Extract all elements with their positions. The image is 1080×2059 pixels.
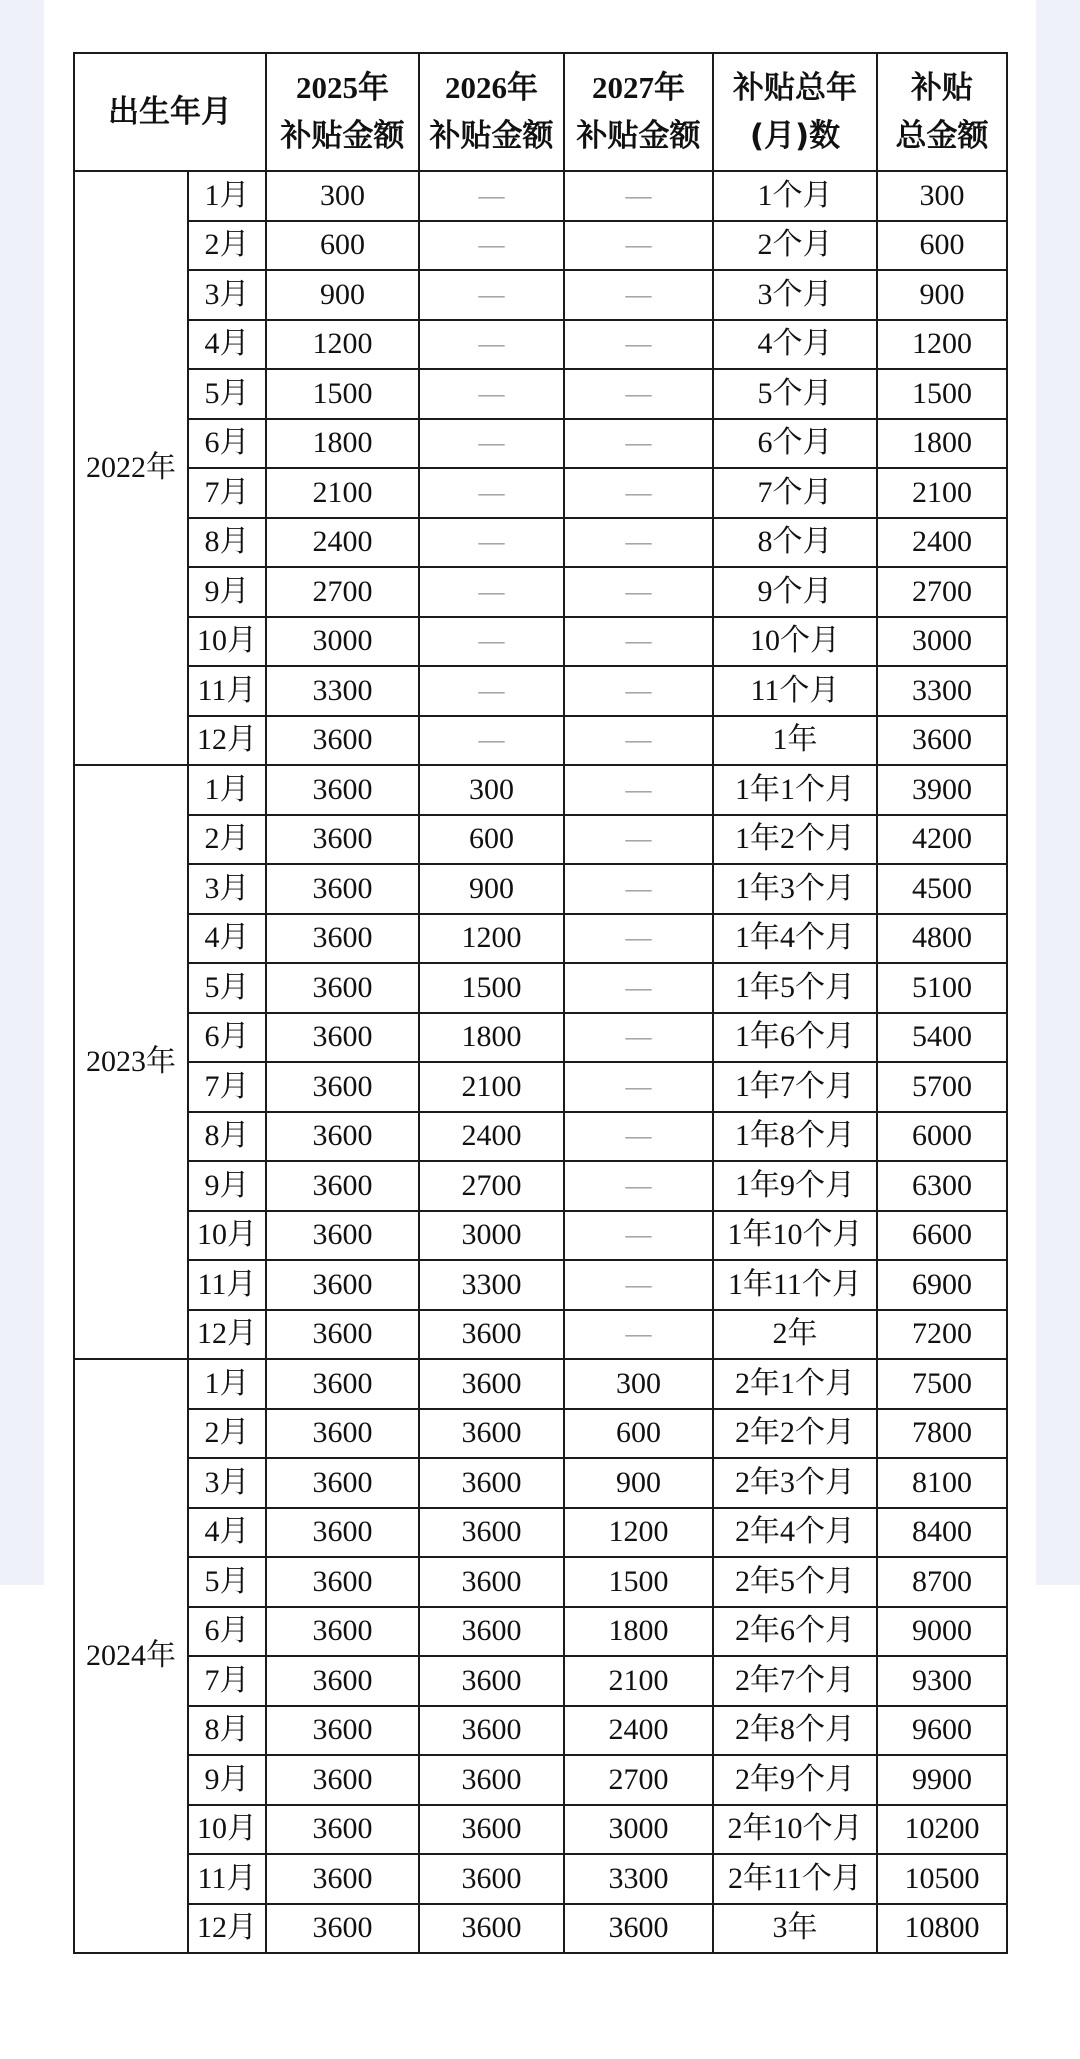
table-row bbox=[74, 518, 1007, 568]
amount-2026-cell: — bbox=[419, 716, 564, 766]
header-total-amount bbox=[877, 53, 1007, 171]
amount-2026-cell: 3600 bbox=[419, 1904, 564, 1954]
amount-2027-cell: — bbox=[564, 171, 713, 221]
total-duration-cell: 1年1个月 bbox=[713, 765, 877, 815]
total-amount-cell: 7800 bbox=[877, 1409, 1007, 1459]
total-duration-cell: 3个月 bbox=[713, 270, 877, 320]
birth-month-cell: 2月 bbox=[188, 815, 266, 865]
total-amount-cell: 8400 bbox=[877, 1508, 1007, 1558]
amount-2026-cell: 3000 bbox=[419, 1211, 564, 1261]
birth-month-cell: 1月 bbox=[188, 765, 266, 815]
header-row bbox=[74, 53, 1007, 171]
amount-2027-cell: 2700 bbox=[564, 1755, 713, 1805]
amount-2027-cell: — bbox=[564, 815, 713, 865]
birth-year-cell: 2023年 bbox=[74, 765, 188, 1359]
table-row bbox=[74, 1508, 1007, 1558]
total-duration-cell: 2年4个月 bbox=[713, 1508, 877, 1558]
amount-2025-cell: 3600 bbox=[266, 1805, 419, 1855]
birth-month-cell: 8月 bbox=[188, 518, 266, 568]
amount-2026-cell: — bbox=[419, 419, 564, 469]
total-duration-cell: 1年11个月 bbox=[713, 1260, 877, 1310]
total-duration-cell: 1年7个月 bbox=[713, 1062, 877, 1112]
total-amount-cell: 4200 bbox=[877, 815, 1007, 865]
amount-2027-cell: 1500 bbox=[564, 1557, 713, 1607]
table-row bbox=[74, 221, 1007, 271]
total-duration-cell: 2个月 bbox=[713, 221, 877, 271]
total-duration-cell: 2年1个月 bbox=[713, 1359, 877, 1409]
birth-month-cell: 4月 bbox=[188, 914, 266, 964]
table-row bbox=[74, 1260, 1007, 1310]
amount-2027-cell: — bbox=[564, 369, 713, 419]
amount-2026-cell: 1200 bbox=[419, 914, 564, 964]
header-total-amount-line2: 总金额 bbox=[895, 118, 989, 154]
table-row bbox=[74, 1013, 1007, 1063]
total-duration-cell: 6个月 bbox=[713, 419, 877, 469]
birth-month-cell: 9月 bbox=[188, 1161, 266, 1211]
table-row bbox=[74, 765, 1007, 815]
amount-2026-cell: 3600 bbox=[419, 1557, 564, 1607]
amount-2027-cell: — bbox=[564, 567, 713, 617]
total-duration-cell: 8个月 bbox=[713, 518, 877, 568]
amount-2026-cell: 3600 bbox=[419, 1755, 564, 1805]
table-row bbox=[74, 1062, 1007, 1112]
amount-2025-cell: 3300 bbox=[266, 666, 419, 716]
amount-2027-cell: — bbox=[564, 419, 713, 469]
amount-2026-cell: — bbox=[419, 617, 564, 667]
amount-2026-cell: — bbox=[419, 666, 564, 716]
total-amount-cell: 9900 bbox=[877, 1755, 1007, 1805]
total-amount-cell: 10800 bbox=[877, 1904, 1007, 1954]
birth-month-cell: 8月 bbox=[188, 1706, 266, 1756]
amount-2027-cell: — bbox=[564, 1013, 713, 1063]
amount-2027-cell: 1200 bbox=[564, 1508, 713, 1558]
total-duration-cell: 2年2个月 bbox=[713, 1409, 877, 1459]
table-row bbox=[74, 1854, 1007, 1904]
amount-2025-cell: 3600 bbox=[266, 1409, 419, 1459]
amount-2026-cell: 3600 bbox=[419, 1656, 564, 1706]
total-amount-cell: 8100 bbox=[877, 1458, 1007, 1508]
birth-month-cell: 5月 bbox=[188, 1557, 266, 1607]
amount-2027-cell: — bbox=[564, 864, 713, 914]
amount-2025-cell: 3600 bbox=[266, 1656, 419, 1706]
total-duration-cell: 2年8个月 bbox=[713, 1706, 877, 1756]
amount-2027-cell: — bbox=[564, 765, 713, 815]
total-duration-cell: 2年9个月 bbox=[713, 1755, 877, 1805]
table-row bbox=[74, 1557, 1007, 1607]
total-duration-cell: 1年2个月 bbox=[713, 815, 877, 865]
header-total-duration bbox=[713, 53, 877, 171]
table-row bbox=[74, 1112, 1007, 1162]
total-duration-cell: 7个月 bbox=[713, 468, 877, 518]
amount-2027-cell: — bbox=[564, 1112, 713, 1162]
amount-2027-cell: 3600 bbox=[564, 1904, 713, 1954]
birth-month-cell: 6月 bbox=[188, 1607, 266, 1657]
amount-2025-cell: 3600 bbox=[266, 765, 419, 815]
amount-2025-cell: 900 bbox=[266, 270, 419, 320]
birth-month-cell: 7月 bbox=[188, 1062, 266, 1112]
total-amount-cell: 2700 bbox=[877, 567, 1007, 617]
table-row bbox=[74, 1310, 1007, 1360]
birth-month-cell: 6月 bbox=[188, 419, 266, 469]
total-duration-cell: 4个月 bbox=[713, 320, 877, 370]
table-row bbox=[74, 1904, 1007, 1954]
amount-2026-cell: — bbox=[419, 518, 564, 568]
header-2027-amount bbox=[564, 53, 713, 171]
total-duration-cell: 3年 bbox=[713, 1904, 877, 1954]
amount-2025-cell: 3600 bbox=[266, 1112, 419, 1162]
header-2026-amount bbox=[419, 53, 564, 171]
birth-month-cell: 5月 bbox=[188, 369, 266, 419]
amount-2026-cell: 3600 bbox=[419, 1359, 564, 1409]
amount-2026-cell: 2700 bbox=[419, 1161, 564, 1211]
table-row bbox=[74, 369, 1007, 419]
table-row bbox=[74, 1211, 1007, 1261]
birth-month-cell: 11月 bbox=[188, 666, 266, 716]
birth-month-cell: 4月 bbox=[188, 1508, 266, 1558]
total-amount-cell: 2100 bbox=[877, 468, 1007, 518]
table-row bbox=[74, 468, 1007, 518]
total-duration-cell: 2年10个月 bbox=[713, 1805, 877, 1855]
total-amount-cell: 9000 bbox=[877, 1607, 1007, 1657]
birth-month-cell: 5月 bbox=[188, 963, 266, 1013]
amount-2025-cell: 3600 bbox=[266, 963, 419, 1013]
total-amount-cell: 2400 bbox=[877, 518, 1007, 568]
amount-2025-cell: 600 bbox=[266, 221, 419, 271]
amount-2025-cell: 3000 bbox=[266, 617, 419, 667]
amount-2026-cell: 3600 bbox=[419, 1706, 564, 1756]
amount-2027-cell: — bbox=[564, 666, 713, 716]
amount-2026-cell: — bbox=[419, 369, 564, 419]
amount-2026-cell: 3600 bbox=[419, 1805, 564, 1855]
header-2026-year: 2026年 bbox=[445, 70, 538, 105]
amount-2026-cell: 3300 bbox=[419, 1260, 564, 1310]
birth-month-cell: 9月 bbox=[188, 567, 266, 617]
amount-2026-cell: 2100 bbox=[419, 1062, 564, 1112]
amount-2025-cell: 3600 bbox=[266, 1607, 419, 1657]
amount-2025-cell: 3600 bbox=[266, 1557, 419, 1607]
total-duration-cell: 1年 bbox=[713, 716, 877, 766]
total-duration-cell: 9个月 bbox=[713, 567, 877, 617]
birth-year-cell: 2022年 bbox=[74, 171, 188, 765]
amount-2025-cell: 2400 bbox=[266, 518, 419, 568]
amount-2025-cell: 3600 bbox=[266, 716, 419, 766]
table-header bbox=[74, 53, 1007, 171]
birth-month-cell: 3月 bbox=[188, 1458, 266, 1508]
total-amount-cell: 1800 bbox=[877, 419, 1007, 469]
amount-2027-cell: 1800 bbox=[564, 1607, 713, 1657]
amount-2027-cell: — bbox=[564, 1161, 713, 1211]
total-amount-cell: 5700 bbox=[877, 1062, 1007, 1112]
total-duration-cell: 5个月 bbox=[713, 369, 877, 419]
amount-2027-cell: 3300 bbox=[564, 1854, 713, 1904]
total-duration-cell: 2年5个月 bbox=[713, 1557, 877, 1607]
total-duration-cell: 1年10个月 bbox=[713, 1211, 877, 1261]
birth-month-cell: 7月 bbox=[188, 468, 266, 518]
header-2027-year: 2027年 bbox=[592, 70, 685, 105]
birth-month-cell: 11月 bbox=[188, 1260, 266, 1310]
subsidy-table bbox=[73, 52, 1008, 1954]
amount-2027-cell: — bbox=[564, 1260, 713, 1310]
table-row bbox=[74, 1359, 1007, 1409]
birth-month-cell: 12月 bbox=[188, 716, 266, 766]
amount-2027-cell: 2100 bbox=[564, 1656, 713, 1706]
header-2027-label: 补贴金额 bbox=[576, 118, 701, 154]
header-total-duration-line1: 补贴总年 bbox=[733, 70, 857, 106]
right-margin-strip bbox=[1036, 0, 1080, 1585]
amount-2025-cell: 1500 bbox=[266, 369, 419, 419]
amount-2026-cell: 3600 bbox=[419, 1607, 564, 1657]
amount-2026-cell: 900 bbox=[419, 864, 564, 914]
table-body bbox=[74, 171, 1007, 1953]
total-amount-cell: 5100 bbox=[877, 963, 1007, 1013]
total-duration-cell: 1年6个月 bbox=[713, 1013, 877, 1063]
birth-month-cell: 3月 bbox=[188, 270, 266, 320]
table-row bbox=[74, 1607, 1007, 1657]
total-amount-cell: 9600 bbox=[877, 1706, 1007, 1756]
table-row bbox=[74, 1755, 1007, 1805]
total-amount-cell: 5400 bbox=[877, 1013, 1007, 1063]
table-row bbox=[74, 1805, 1007, 1855]
total-amount-cell: 300 bbox=[877, 171, 1007, 221]
total-amount-cell: 3900 bbox=[877, 765, 1007, 815]
total-amount-cell: 9300 bbox=[877, 1656, 1007, 1706]
amount-2027-cell: 300 bbox=[564, 1359, 713, 1409]
total-duration-cell: 1年9个月 bbox=[713, 1161, 877, 1211]
table-row bbox=[74, 617, 1007, 667]
birth-month-cell: 10月 bbox=[188, 1805, 266, 1855]
amount-2025-cell: 1800 bbox=[266, 419, 419, 469]
amount-2026-cell: 3600 bbox=[419, 1854, 564, 1904]
birth-month-cell: 8月 bbox=[188, 1112, 266, 1162]
amount-2025-cell: 3600 bbox=[266, 815, 419, 865]
header-2026-label: 补贴金额 bbox=[429, 118, 554, 154]
amount-2027-cell: — bbox=[564, 963, 713, 1013]
amount-2027-cell: — bbox=[564, 914, 713, 964]
total-duration-cell: 10个月 bbox=[713, 617, 877, 667]
total-duration-cell: 1个月 bbox=[713, 171, 877, 221]
amount-2027-cell: — bbox=[564, 221, 713, 271]
table-row bbox=[74, 419, 1007, 469]
birth-month-cell: 7月 bbox=[188, 1656, 266, 1706]
total-duration-cell: 2年 bbox=[713, 1310, 877, 1360]
birth-month-cell: 3月 bbox=[188, 864, 266, 914]
total-amount-cell: 7200 bbox=[877, 1310, 1007, 1360]
amount-2025-cell: 3600 bbox=[266, 1854, 419, 1904]
amount-2027-cell: 2400 bbox=[564, 1706, 713, 1756]
amount-2025-cell: 3600 bbox=[266, 1508, 419, 1558]
total-duration-cell: 2年6个月 bbox=[713, 1607, 877, 1657]
table-row bbox=[74, 270, 1007, 320]
total-amount-cell: 4800 bbox=[877, 914, 1007, 964]
table-row bbox=[74, 963, 1007, 1013]
amount-2025-cell: 3600 bbox=[266, 1062, 419, 1112]
total-amount-cell: 3600 bbox=[877, 716, 1007, 766]
amount-2026-cell: 600 bbox=[419, 815, 564, 865]
amount-2025-cell: 2700 bbox=[266, 567, 419, 617]
amount-2027-cell: 3000 bbox=[564, 1805, 713, 1855]
amount-2027-cell: — bbox=[564, 1310, 713, 1360]
birth-month-cell: 11月 bbox=[188, 1854, 266, 1904]
header-birth-month bbox=[74, 53, 266, 171]
amount-2026-cell: — bbox=[419, 468, 564, 518]
table-row bbox=[74, 864, 1007, 914]
table-row bbox=[74, 1161, 1007, 1211]
amount-2026-cell: 3600 bbox=[419, 1409, 564, 1459]
table-row bbox=[74, 1409, 1007, 1459]
total-amount-cell: 1200 bbox=[877, 320, 1007, 370]
amount-2027-cell: — bbox=[564, 320, 713, 370]
table-row bbox=[74, 914, 1007, 964]
total-duration-cell: 1年8个月 bbox=[713, 1112, 877, 1162]
total-amount-cell: 600 bbox=[877, 221, 1007, 271]
amount-2027-cell: — bbox=[564, 468, 713, 518]
amount-2027-cell: — bbox=[564, 1062, 713, 1112]
birth-month-cell: 6月 bbox=[188, 1013, 266, 1063]
amount-2025-cell: 1200 bbox=[266, 320, 419, 370]
total-amount-cell: 3300 bbox=[877, 666, 1007, 716]
birth-month-cell: 12月 bbox=[188, 1904, 266, 1954]
total-amount-cell: 900 bbox=[877, 270, 1007, 320]
table-row bbox=[74, 1656, 1007, 1706]
amount-2026-cell: — bbox=[419, 567, 564, 617]
amount-2025-cell: 2100 bbox=[266, 468, 419, 518]
table-row bbox=[74, 320, 1007, 370]
birth-month-cell: 10月 bbox=[188, 617, 266, 667]
total-amount-cell: 7500 bbox=[877, 1359, 1007, 1409]
amount-2026-cell: 3600 bbox=[419, 1508, 564, 1558]
birth-month-cell: 1月 bbox=[188, 1359, 266, 1409]
birth-month-cell: 9月 bbox=[188, 1755, 266, 1805]
birth-month-cell: 12月 bbox=[188, 1310, 266, 1360]
amount-2025-cell: 3600 bbox=[266, 1706, 419, 1756]
header-birth-label: 出生年月 bbox=[108, 94, 232, 130]
table-row bbox=[74, 1458, 1007, 1508]
amount-2025-cell: 3600 bbox=[266, 1161, 419, 1211]
total-duration-cell: 1年3个月 bbox=[713, 864, 877, 914]
total-duration-cell: 2年11个月 bbox=[713, 1854, 877, 1904]
amount-2025-cell: 3600 bbox=[266, 1458, 419, 1508]
total-amount-cell: 3000 bbox=[877, 617, 1007, 667]
total-duration-cell: 2年7个月 bbox=[713, 1656, 877, 1706]
header-2025-label: 补贴金额 bbox=[280, 118, 405, 154]
total-amount-cell: 6900 bbox=[877, 1260, 1007, 1310]
header-2025-amount bbox=[266, 53, 419, 171]
amount-2025-cell: 3600 bbox=[266, 914, 419, 964]
header-total-amount-line1: 补贴 bbox=[911, 70, 973, 106]
total-duration-cell: 1年4个月 bbox=[713, 914, 877, 964]
total-amount-cell: 6000 bbox=[877, 1112, 1007, 1162]
total-duration-cell: 11个月 bbox=[713, 666, 877, 716]
total-amount-cell: 10500 bbox=[877, 1854, 1007, 1904]
birth-month-cell: 2月 bbox=[188, 1409, 266, 1459]
amount-2026-cell: 3600 bbox=[419, 1310, 564, 1360]
amount-2026-cell: — bbox=[419, 171, 564, 221]
birth-month-cell: 10月 bbox=[188, 1211, 266, 1261]
header-2025-year: 2025年 bbox=[296, 70, 389, 105]
birth-year-cell: 2024年 bbox=[74, 1359, 188, 1953]
amount-2026-cell: 3600 bbox=[419, 1458, 564, 1508]
amount-2025-cell: 3600 bbox=[266, 1310, 419, 1360]
total-duration-cell: 1年5个月 bbox=[713, 963, 877, 1013]
amount-2027-cell: — bbox=[564, 270, 713, 320]
amount-2025-cell: 3600 bbox=[266, 1904, 419, 1954]
amount-2027-cell: — bbox=[564, 617, 713, 667]
amount-2026-cell: 300 bbox=[419, 765, 564, 815]
total-amount-cell: 8700 bbox=[877, 1557, 1007, 1607]
table-row bbox=[74, 567, 1007, 617]
amount-2027-cell: — bbox=[564, 518, 713, 568]
table-row bbox=[74, 171, 1007, 221]
amount-2025-cell: 3600 bbox=[266, 864, 419, 914]
amount-2027-cell: — bbox=[564, 716, 713, 766]
amount-2026-cell: 2400 bbox=[419, 1112, 564, 1162]
amount-2025-cell: 3600 bbox=[266, 1260, 419, 1310]
birth-month-cell: 2月 bbox=[188, 221, 266, 271]
header-total-duration-line2: (月)数 bbox=[749, 118, 841, 154]
amount-2025-cell: 3600 bbox=[266, 1013, 419, 1063]
birth-month-cell: 4月 bbox=[188, 320, 266, 370]
amount-2025-cell: 300 bbox=[266, 171, 419, 221]
amount-2026-cell: 1800 bbox=[419, 1013, 564, 1063]
amount-2025-cell: 3600 bbox=[266, 1359, 419, 1409]
amount-2025-cell: 3600 bbox=[266, 1755, 419, 1805]
amount-2027-cell: — bbox=[564, 1211, 713, 1261]
total-amount-cell: 4500 bbox=[877, 864, 1007, 914]
total-duration-cell: 2年3个月 bbox=[713, 1458, 877, 1508]
total-amount-cell: 1500 bbox=[877, 369, 1007, 419]
table-row bbox=[74, 815, 1007, 865]
birth-month-cell: 1月 bbox=[188, 171, 266, 221]
amount-2025-cell: 3600 bbox=[266, 1211, 419, 1261]
total-amount-cell: 6300 bbox=[877, 1161, 1007, 1211]
table-row bbox=[74, 1706, 1007, 1756]
total-amount-cell: 6600 bbox=[877, 1211, 1007, 1261]
left-margin-strip bbox=[0, 0, 44, 1585]
table-row bbox=[74, 666, 1007, 716]
amount-2027-cell: 600 bbox=[564, 1409, 713, 1459]
amount-2026-cell: — bbox=[419, 221, 564, 271]
amount-2026-cell: — bbox=[419, 270, 564, 320]
amount-2027-cell: 900 bbox=[564, 1458, 713, 1508]
amount-2026-cell: — bbox=[419, 320, 564, 370]
amount-2026-cell: 1500 bbox=[419, 963, 564, 1013]
total-amount-cell: 10200 bbox=[877, 1805, 1007, 1855]
table-row bbox=[74, 716, 1007, 766]
